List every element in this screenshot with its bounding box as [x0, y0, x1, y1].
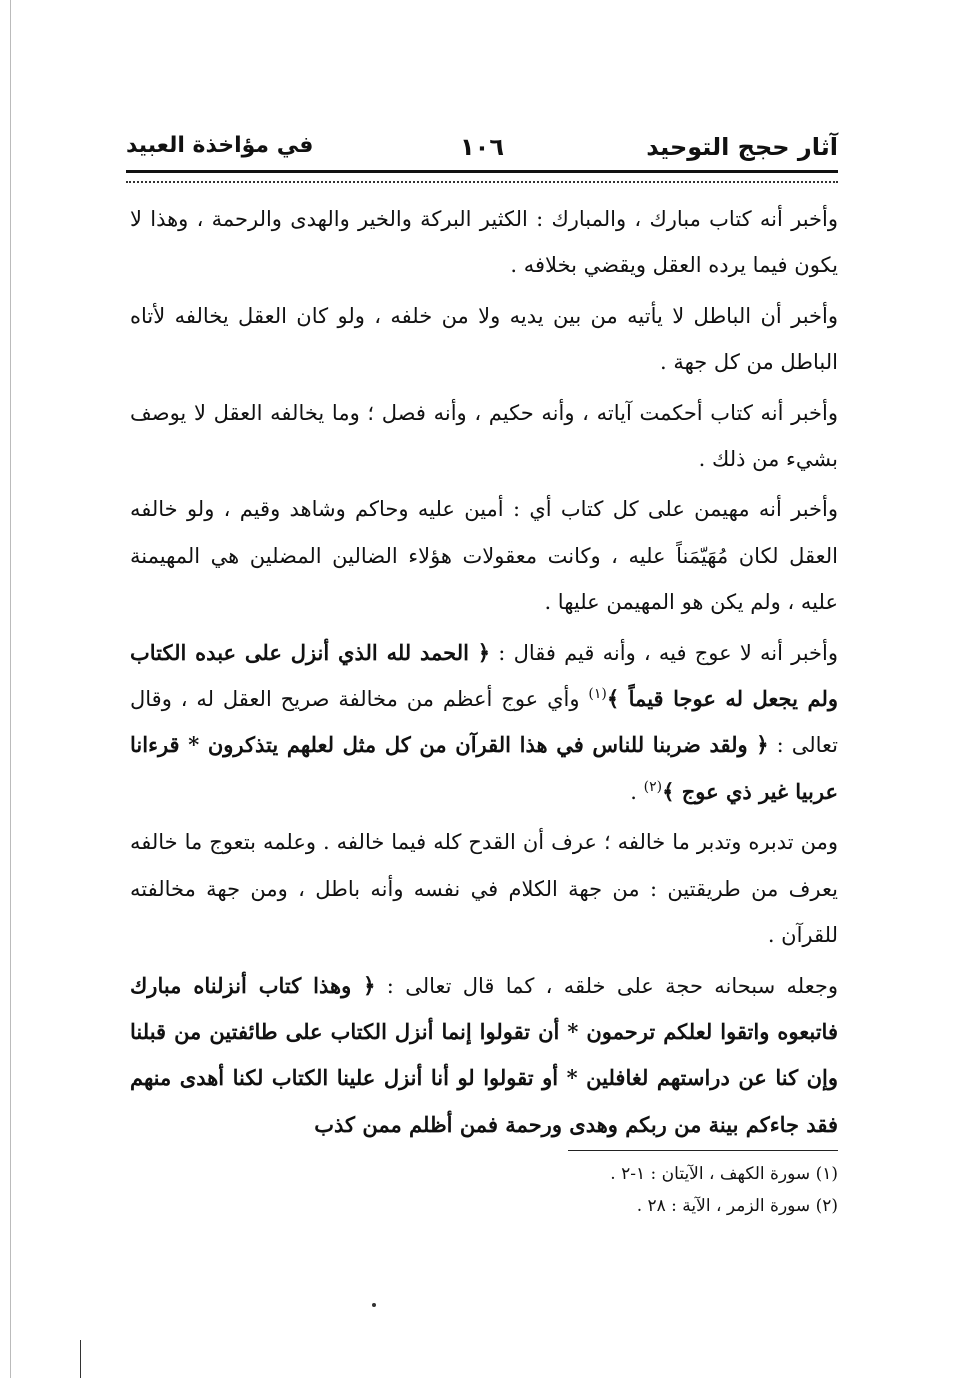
footnote: (٢) سورة الزمر ، الآية : ٢٨ . [636, 1196, 838, 1216]
footnote-ref[interactable]: (٢) [643, 778, 663, 795]
header-divider [126, 170, 838, 183]
scan-mark [80, 1340, 81, 1378]
quran-quote: ﴿ الحمد لله الذي أنزل على عبده الكتاب ولم يجعل له عوجا قيماً ﴾ [130, 639, 838, 712]
running-header [126, 133, 838, 171]
footnotes [238, 1158, 838, 1222]
paragraph: وأخبر أنه كتاب أحكمت آياته ، وأنه حكيم ، وأنه فصل ؛ وما يخالفه العقل لا يوصف بشيء من ذلك . [130, 400, 838, 472]
paragraph [130, 630, 838, 816]
quran-quote: ﴿ ولقد ضربنا للناس في هذا القرآن من كل مثل لعلهم يتذكرون * قرءانا عربيا غير ذي عوج ﴾ [130, 732, 838, 804]
paragraph: ومن تدبره وتدبر ما خالفه ؛ عرف أن القدح كله فيما خالفه . وعلمه بتعوج ما خالفه يعرف من طريقتين : من جهة الكلام في نفسه وأنه باطل ، ومن جهة مخالفته للقرآن . [130, 830, 838, 948]
footnote: (١) سورة الكهف ، الآيتان : ١-٢ . [610, 1164, 838, 1184]
main-text [130, 196, 838, 1148]
chapter-title: في مؤاخذة العبيد [126, 133, 314, 158]
paragraph: وأخبر أن الباطل لا يأتيه من بين يديه ولا من خلفه ، ولو كان العقل يخالفه لأتاه الباطل من كل جهة . [130, 303, 838, 375]
paragraph: وأخبر أنه مهيمن على كل كتاب أي : أمين عليه وحاكم وشاهد وقيم ، ولو خالفه العقل لكان مُهَيّمَناً عليه ، وكانت معقولات هؤلاء الضالين المضلين هي المهيمنة عليه ، ولم يكن هو المهيمن عليها . [130, 497, 838, 615]
footnote-ref[interactable]: (١) [588, 686, 607, 703]
quran-quote: ﴿ وهذا كتاب أنزلناه مبارك فاتبعوه واتقوا لعلكم ترحمون * أن تقولوا إنما أنزل الكتاب على طائفتين من قبلنا وإن كنا عن دراستهم لغافلين * أو تقولوا لو أنا أنزل علينا الكتاب لكنا أهدى منهم فقد جاءكم بينة من ربكم وهدى ورحمة فمن أظلم ممن كذب [130, 972, 838, 1137]
paragraph-text: وأخبر أنه لا عوج فيه ، وأنه قيم فقال : [490, 640, 839, 665]
paragraph: وأخبر أنه كتاب مبارك ، والمبارك : الكثير البركة والخير والهدى والرحمة ، وهذا لا يكون فيما يرده العقل ويقضي بخلافه . [130, 207, 838, 278]
book-title: آثار حجج التوحيد [646, 133, 838, 161]
paragraph-text: وجعله سبحانه حجة على خلقه ، كما قال تعالى : [375, 973, 838, 998]
footnote-divider [568, 1150, 838, 1151]
paragraph-text: . [630, 779, 644, 804]
paragraph [130, 963, 838, 1149]
page-edge-line [10, 0, 11, 1378]
paragraph-text: وأي عوج أعظم من مخالفة صريح العقل له ، وقال تعالى : [130, 687, 839, 758]
page-number: ١٠٦ [460, 133, 504, 161]
scan-speck [372, 1303, 376, 1307]
